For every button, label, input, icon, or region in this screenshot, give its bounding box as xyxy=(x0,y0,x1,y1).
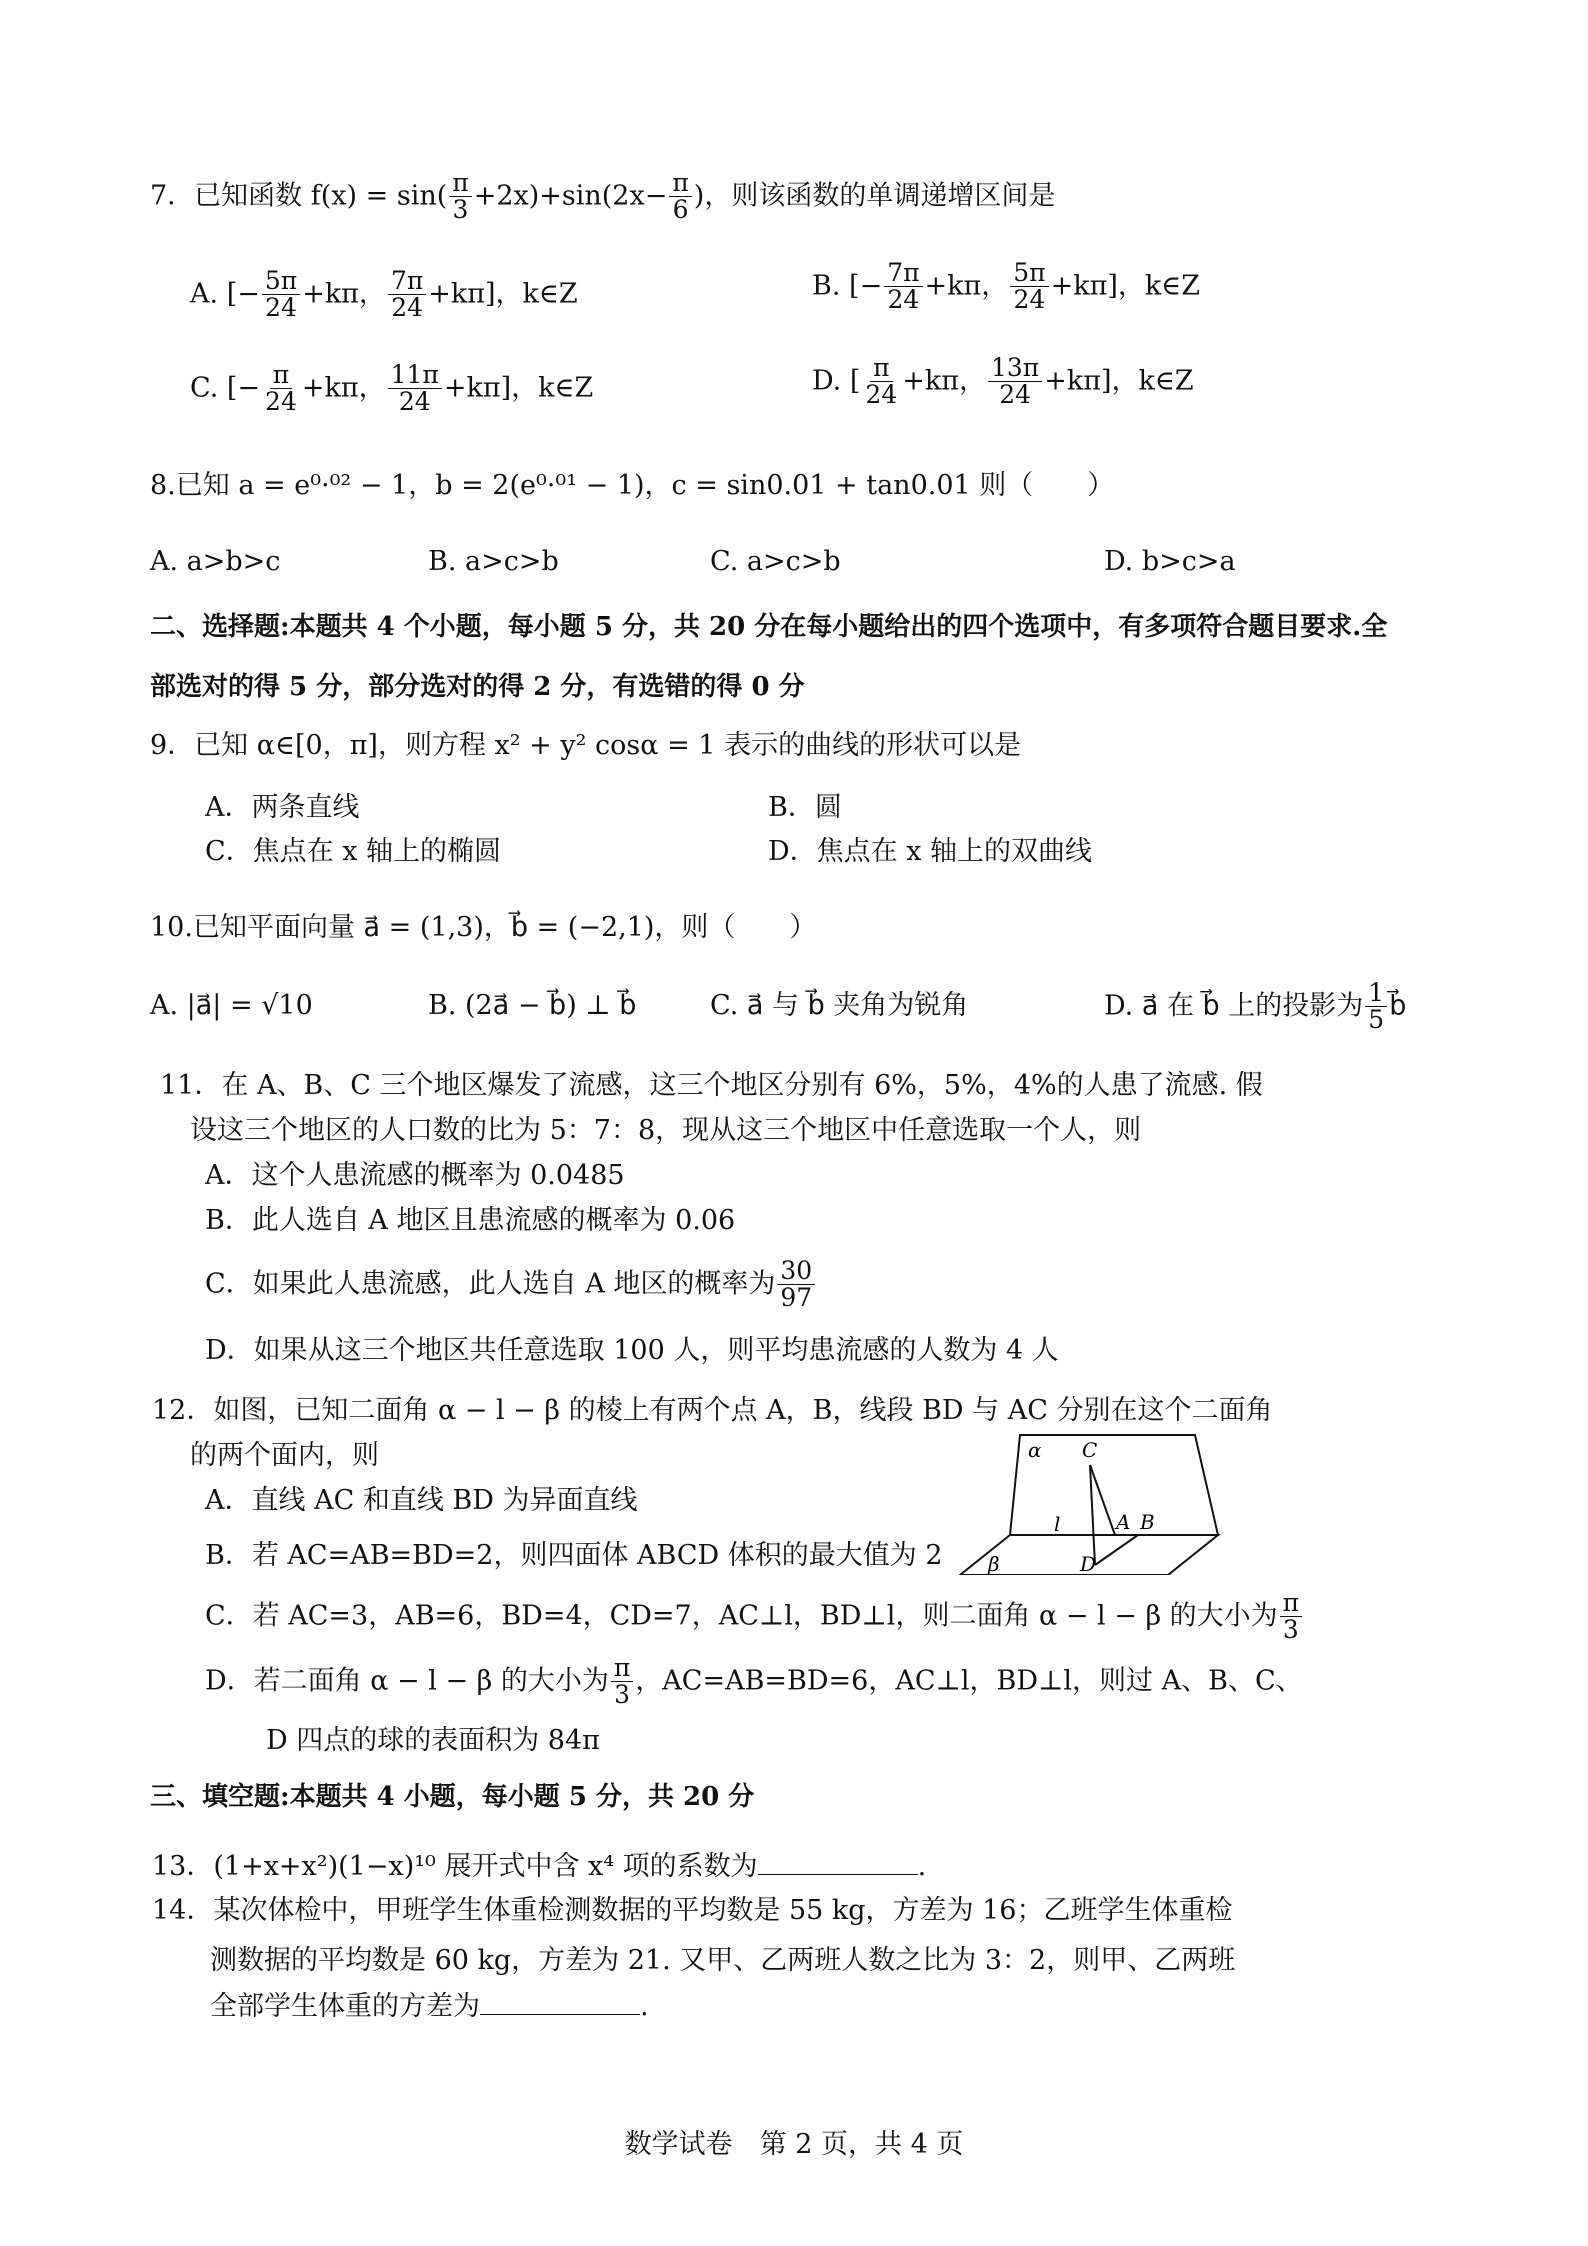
q7-option-d: D. [ $\frac{\pi}{24}$ +kπ， $\frac{13\pi}{24}$ +kπ]，k∈Z xyxy=(812,353,1194,410)
segment-cd xyxy=(1090,1465,1095,1565)
q11-option-d: D．如果从这三个地区共任意选取 100 人，则平均患流感的人数为 4 人 xyxy=(205,1335,1059,1366)
q14-stem-line1: 14．某次体检中，甲班学生体重检测数据的平均数是 55 kg，方差为 16；乙班学生体重检 xyxy=(152,1895,1233,1926)
q14-answer-blank[interactable] xyxy=(480,1990,640,2015)
q8-stem: 8.已知 a = e⁰·⁰² − 1，b = 2(e⁰·⁰¹ − 1)，c = sin0.01 + tan0.01 则（ ） xyxy=(150,470,1115,501)
q10-option-b: B. (2a⃗ − b⃗) ⊥ b⃗ xyxy=(428,990,637,1021)
q8-option-a: A. a>b>c xyxy=(150,546,281,577)
label-d: D xyxy=(1080,1552,1097,1575)
section3-heading: 三、填空题:本题共 4 小题，每小题 5 分，共 20 分 xyxy=(150,1782,755,1812)
section2-heading-line2: 部选对的得 5 分，部分选对的得 2 分，有选错的得 0 分 xyxy=(150,672,805,702)
q12-option-b: B．若 AC=AB=BD=2，则四面体 ABCD 体积的最大值为 2 xyxy=(205,1540,943,1571)
q7-stem: 7．已知函数 f(x) = sin( $\frac{\pi}{3}$ +2x)+sin(2x− $\frac{\pi}{6}$ )，则该函数的单调递增区间是 xyxy=(150,168,1056,225)
q14-stem-line2: 测数据的平均数是 60 kg，方差为 21. 又甲、乙两班人数之比为 3：2，则甲、乙两班 xyxy=(210,1945,1236,1976)
q13-answer-blank[interactable] xyxy=(758,1850,918,1875)
label-l: l xyxy=(1054,1512,1061,1536)
page-footer: 数学试卷 第 2 页，共 4 页 xyxy=(624,2129,964,2160)
dihedral-angle-figure xyxy=(950,1425,1240,1575)
label-a: A xyxy=(1116,1510,1131,1534)
q7-option-b: B. [− $\frac{7\pi}{24}$ +kπ， $\frac{5\pi}{24}$ +kπ]，k∈Z xyxy=(812,258,1200,315)
q12-option-a: A．直线 AC 和直线 BD 为异面直线 xyxy=(205,1485,638,1516)
q8-option-c: C. a>c>b xyxy=(710,546,841,577)
q12-stem-line2: 的两个面内，则 xyxy=(190,1440,379,1471)
q8-option-d: D. b>c>a xyxy=(1104,546,1236,577)
q9-stem: 9．已知 α∈[0，π]，则方程 x² + y² cosα = 1 表示的曲线的形状可以是 xyxy=(150,730,1022,761)
q11-option-c: C．如果此人患流感，此人选自 A 地区的概率为 $\frac{30}{97}$ xyxy=(205,1258,817,1312)
label-b: B xyxy=(1140,1510,1155,1534)
segment-bd xyxy=(1095,1535,1138,1565)
q12-option-d-line2: D 四点的球的表面积为 84π xyxy=(266,1725,600,1756)
q10-stem: 10.已知平面向量 a⃗ = (1,3)，b⃗ = (−2,1)，则（ ） xyxy=(150,912,817,943)
q8-option-b: B. a>c>b xyxy=(428,546,559,577)
q11-stem-line1: 11．在 A、B、C 三个地区爆发了流感，这三个地区分别有 6%，5%，4%的人患了流感. 假 xyxy=(160,1070,1263,1101)
q9-option-b: B．圆 xyxy=(768,792,842,823)
q12-option-d: D．若二面角 α − l − β 的大小为 $\frac{\pi}{3}$ ，AC=AB=BD=6，AC⊥l，BD⊥l，则过 A、B、C、 xyxy=(205,1653,1303,1710)
q11-option-a: A．这个人患流感的概率为 0.0485 xyxy=(205,1160,625,1191)
q9-option-a: A．两条直线 xyxy=(205,792,360,823)
label-c: C xyxy=(1082,1438,1098,1462)
q10-option-a: A. |a⃗| = √10 xyxy=(150,990,313,1021)
q9-option-c: C．焦点在 x 轴上的椭圆 xyxy=(205,836,502,867)
q11-option-b: B．此人选自 A 地区且患流感的概率为 0.06 xyxy=(205,1205,736,1236)
q12-option-c: C．若 AC=3，AB=6，BD=4，CD=7，AC⊥l，BD⊥l，则二面角 α − l − β 的大小为 $\frac{\pi}{3}$ xyxy=(205,1590,1304,1644)
q14-stem-line3: 全部学生体重的方差为 . xyxy=(210,1991,649,2022)
q11-stem-line2: 设这三个地区的人口数的比为 5：7：8，现从这三个地区中任意选取一个人，则 xyxy=(190,1115,1142,1146)
q13-stem: 13．(1+x+x²)(1−x)¹⁰ 展开式中含 x⁴ 项的系数为 . xyxy=(152,1851,927,1882)
label-beta: β xyxy=(988,1552,1000,1575)
q9-option-d: D．焦点在 x 轴上的双曲线 xyxy=(768,836,1093,867)
q12-stem-line1: 12．如图，已知二面角 α − l − β 的棱上有两个点 A，B，线段 BD 与 AC 分别在这个二面角 xyxy=(152,1395,1273,1426)
section2-heading-line1: 二、选择题:本题共 4 个小题，每小题 5 分，共 20 分在每小题给出的四个选项中，有多项符合题目要求.全 xyxy=(150,612,1388,642)
q10-option-d: D. a⃗ 在 b⃗ 上的投影为 $\frac{1}{5}$ b⃗ xyxy=(1104,978,1407,1035)
q10-option-c: C. a⃗ 与 b⃗ 夹角为锐角 xyxy=(710,990,969,1021)
label-alpha: α xyxy=(1028,1438,1042,1462)
q7-option-c: C. [− $\frac{\pi}{24}$ +kπ， $\frac{11\pi}{24}$ +kπ]，k∈Z xyxy=(190,360,594,417)
q7-option-a: A. [− $\frac{5\pi}{24}$ +kπ， $\frac{7\pi}{24}$ +kπ]，k∈Z xyxy=(190,266,578,323)
